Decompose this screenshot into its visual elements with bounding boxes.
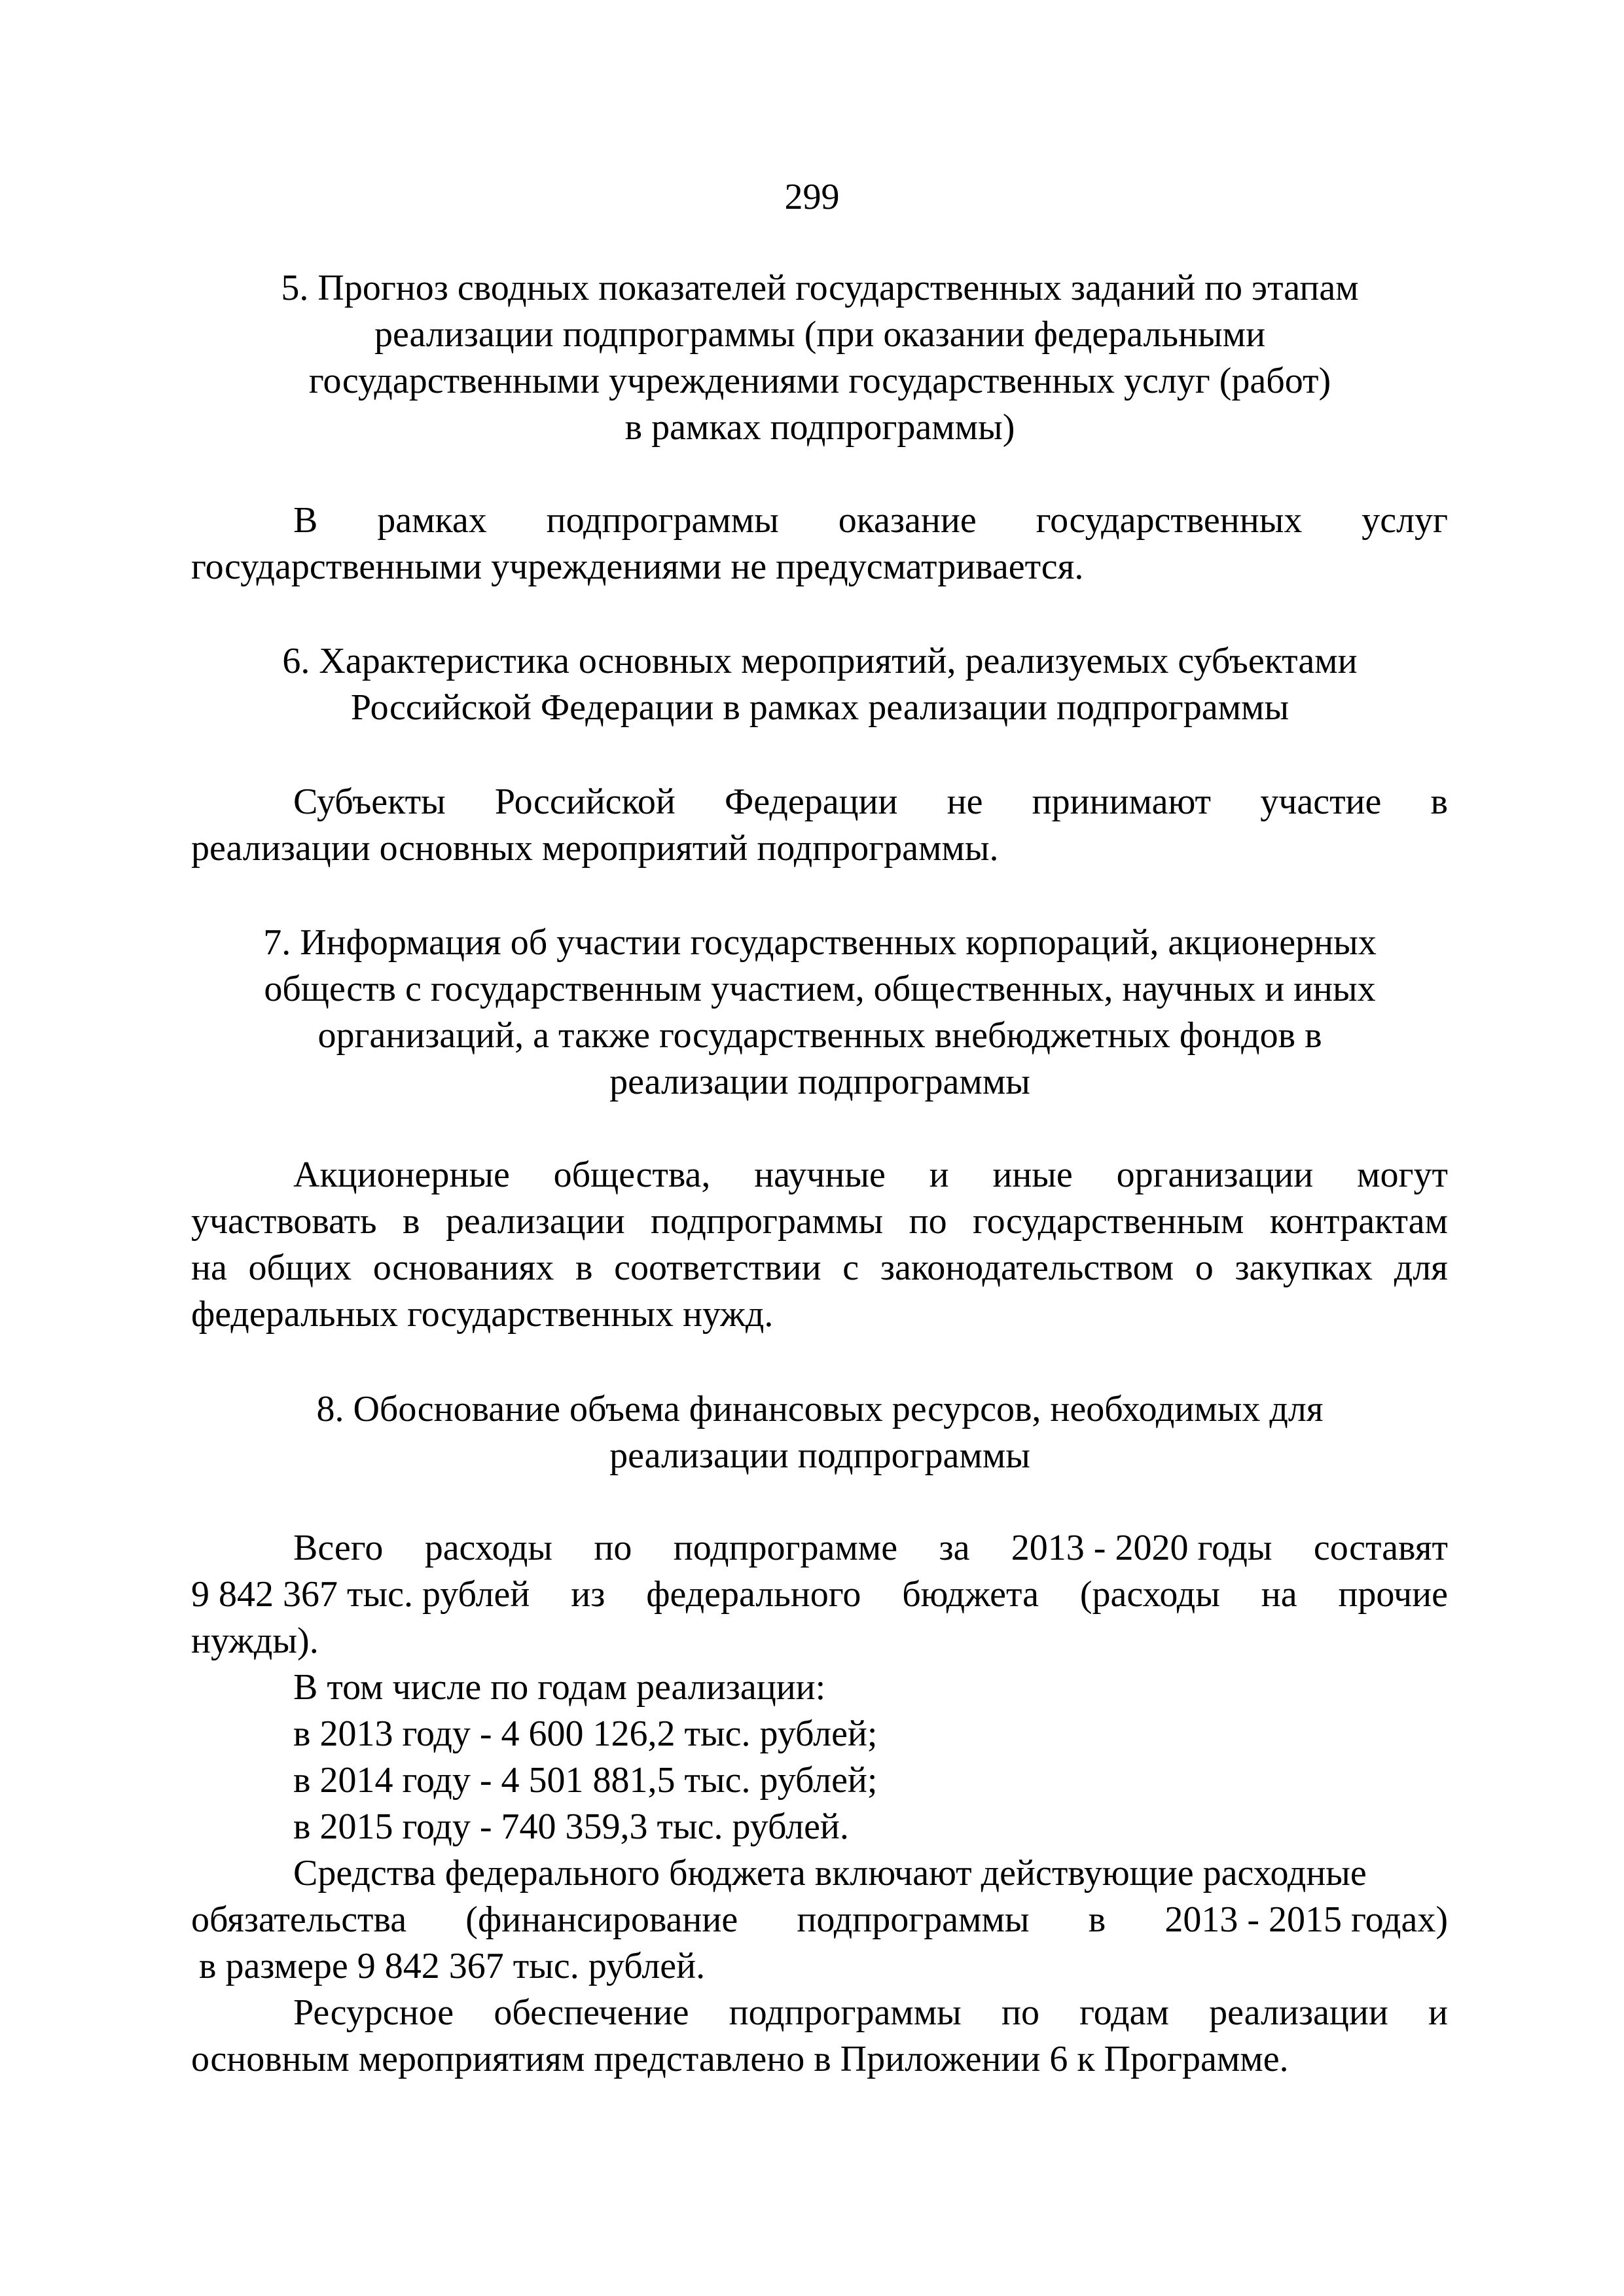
word: реализации [445,1201,625,1242]
justified-line [191,779,1448,825]
word: для [1394,1247,1448,1288]
year-2015-line: в 2015 году - 740 359,3 тыс. рублей. [293,1806,849,1847]
justified-line [191,1198,1448,1245]
text-line: Средства федерального бюджета включают действующие расходные [293,1853,1367,1893]
text-line: федеральных государственных нужд. [191,1294,774,1335]
text-line: нужды). [191,1621,319,1661]
section8-body [191,1525,1448,2083]
word: и [929,1155,949,1195]
word: в [1430,781,1448,822]
word: в [1088,1899,1106,1940]
word: государственных [1036,500,1303,541]
page-number: 299 [784,177,840,217]
heading-line: реализации подпрограммы (при оказании федеральными [374,314,1266,355]
justified-line [191,1571,1448,1618]
word: 9 842 367 тыс. рублей [191,1574,530,1615]
word: закупках [1235,1247,1373,1288]
word: оказание [838,500,977,541]
word: могут [1357,1155,1448,1195]
word: подпрограммы [729,1992,962,2033]
heading-line: организаций, а также государственных внебюджетных фондов в [317,1015,1322,1056]
word: обеспечение [494,1992,689,2033]
section6-heading [190,638,1450,731]
word: Всего [293,1528,384,1568]
heading-line: 8. Обоснование объема финансовых ресурсов, необходимых для [316,1389,1324,1429]
word: иные [992,1155,1073,1195]
heading-line: 6. Характеристика основных мероприятий, реализуемых субъектами [282,641,1358,681]
heading-line: 5. Прогноз сводных показателей государственных заданий по этапам [281,268,1359,308]
word: подпрограмме [673,1528,898,1568]
word: основаниях [372,1247,554,1288]
heading-line: государственными учреждениями государственных услуг (работ) [308,361,1331,401]
word: Российской [494,781,676,822]
word: федерального [646,1574,861,1615]
word: в [402,1201,420,1242]
section5-body [191,497,1448,590]
word: принимают [1032,781,1212,822]
word: 2013 - 2020 годы [1011,1528,1272,1568]
word: на [191,1247,227,1288]
word: Акционерные [293,1155,510,1195]
section5-heading [190,265,1450,451]
word: соответствии [614,1247,821,1288]
section7-heading [190,920,1450,1105]
heading-line: в рамках подпрограммы) [624,407,1015,448]
word: составят [1313,1528,1448,1568]
section8-heading [190,1386,1450,1479]
word: расходы [424,1528,553,1568]
word: на [1261,1574,1297,1615]
section7-body [191,1152,1448,1338]
word: участие [1260,781,1382,822]
year-2013-line: в 2013 году - 4 600 126,2 тыс. рублей; [293,1713,878,1754]
word: Федерации [725,781,898,822]
justified-line [191,1525,1448,1571]
word: за [939,1528,970,1568]
word: по [909,1201,947,1242]
word: 2013 - 2015 годах) [1164,1899,1448,1940]
word: В [293,500,318,541]
word: бюджета [902,1574,1039,1615]
word: и [1428,1992,1448,2033]
word: не [947,781,983,822]
text-line: государственными учреждениями не предусматривается. [191,547,1084,587]
heading-line: реализации подпрограммы [609,1435,1030,1476]
justified-line [191,1990,1448,2036]
text-line: В том числе по годам реализации: [293,1667,826,1708]
word: Ресурсное [293,1992,454,2033]
section6-body [191,779,1448,872]
heading-line: обществ с государственным участием, общественных, научных и иных [264,969,1376,1009]
word: (финансирование [465,1899,738,1940]
year-2014-line: в 2014 году - 4 501 881,5 тыс. рублей; [293,1760,878,1801]
word: законодательством [880,1247,1174,1288]
word: годам [1079,1992,1169,2033]
word: с [842,1247,859,1288]
word: подпрограммы [546,500,779,541]
word: Субъекты [293,781,446,822]
word: подпрограммы [797,1899,1030,1940]
heading-line: 7. Информация об участии государственных корпораций, акционерных [263,922,1377,963]
text-line: в размере 9 842 367 тыс. рублей. [199,1946,706,1986]
word: по [1001,1992,1039,2033]
word: подпрограммы [651,1201,884,1242]
text-line: основным мероприятиям представлено в Приложении 6 к Программе. [191,2039,1289,2079]
heading-line: реализации подпрограммы [609,1062,1030,1102]
word: контрактам [1269,1201,1448,1242]
word: из [571,1574,605,1615]
heading-line: Российской Федерации в рамках реализации подпрограммы [350,687,1290,728]
word: о [1195,1247,1214,1288]
word: обязательства [191,1899,407,1940]
word: реализации [1209,1992,1388,2033]
word: научные [754,1155,886,1195]
word: рамках [377,500,487,541]
text-line: реализации основных мероприятий подпрограммы. [191,828,999,869]
word: государственным [973,1201,1244,1242]
justified-line [191,1897,1448,1943]
word: общих [248,1247,352,1288]
word: общества, [553,1155,711,1195]
word: организации [1116,1155,1314,1195]
word: прочие [1338,1574,1448,1615]
word: услуг [1362,500,1448,541]
justified-line [191,497,1448,544]
word: (расходы [1079,1574,1220,1615]
word: по [594,1528,632,1568]
justified-line [191,1245,1448,1291]
word: участвовать [191,1201,377,1242]
justified-line [191,1152,1448,1198]
word: в [575,1247,593,1288]
